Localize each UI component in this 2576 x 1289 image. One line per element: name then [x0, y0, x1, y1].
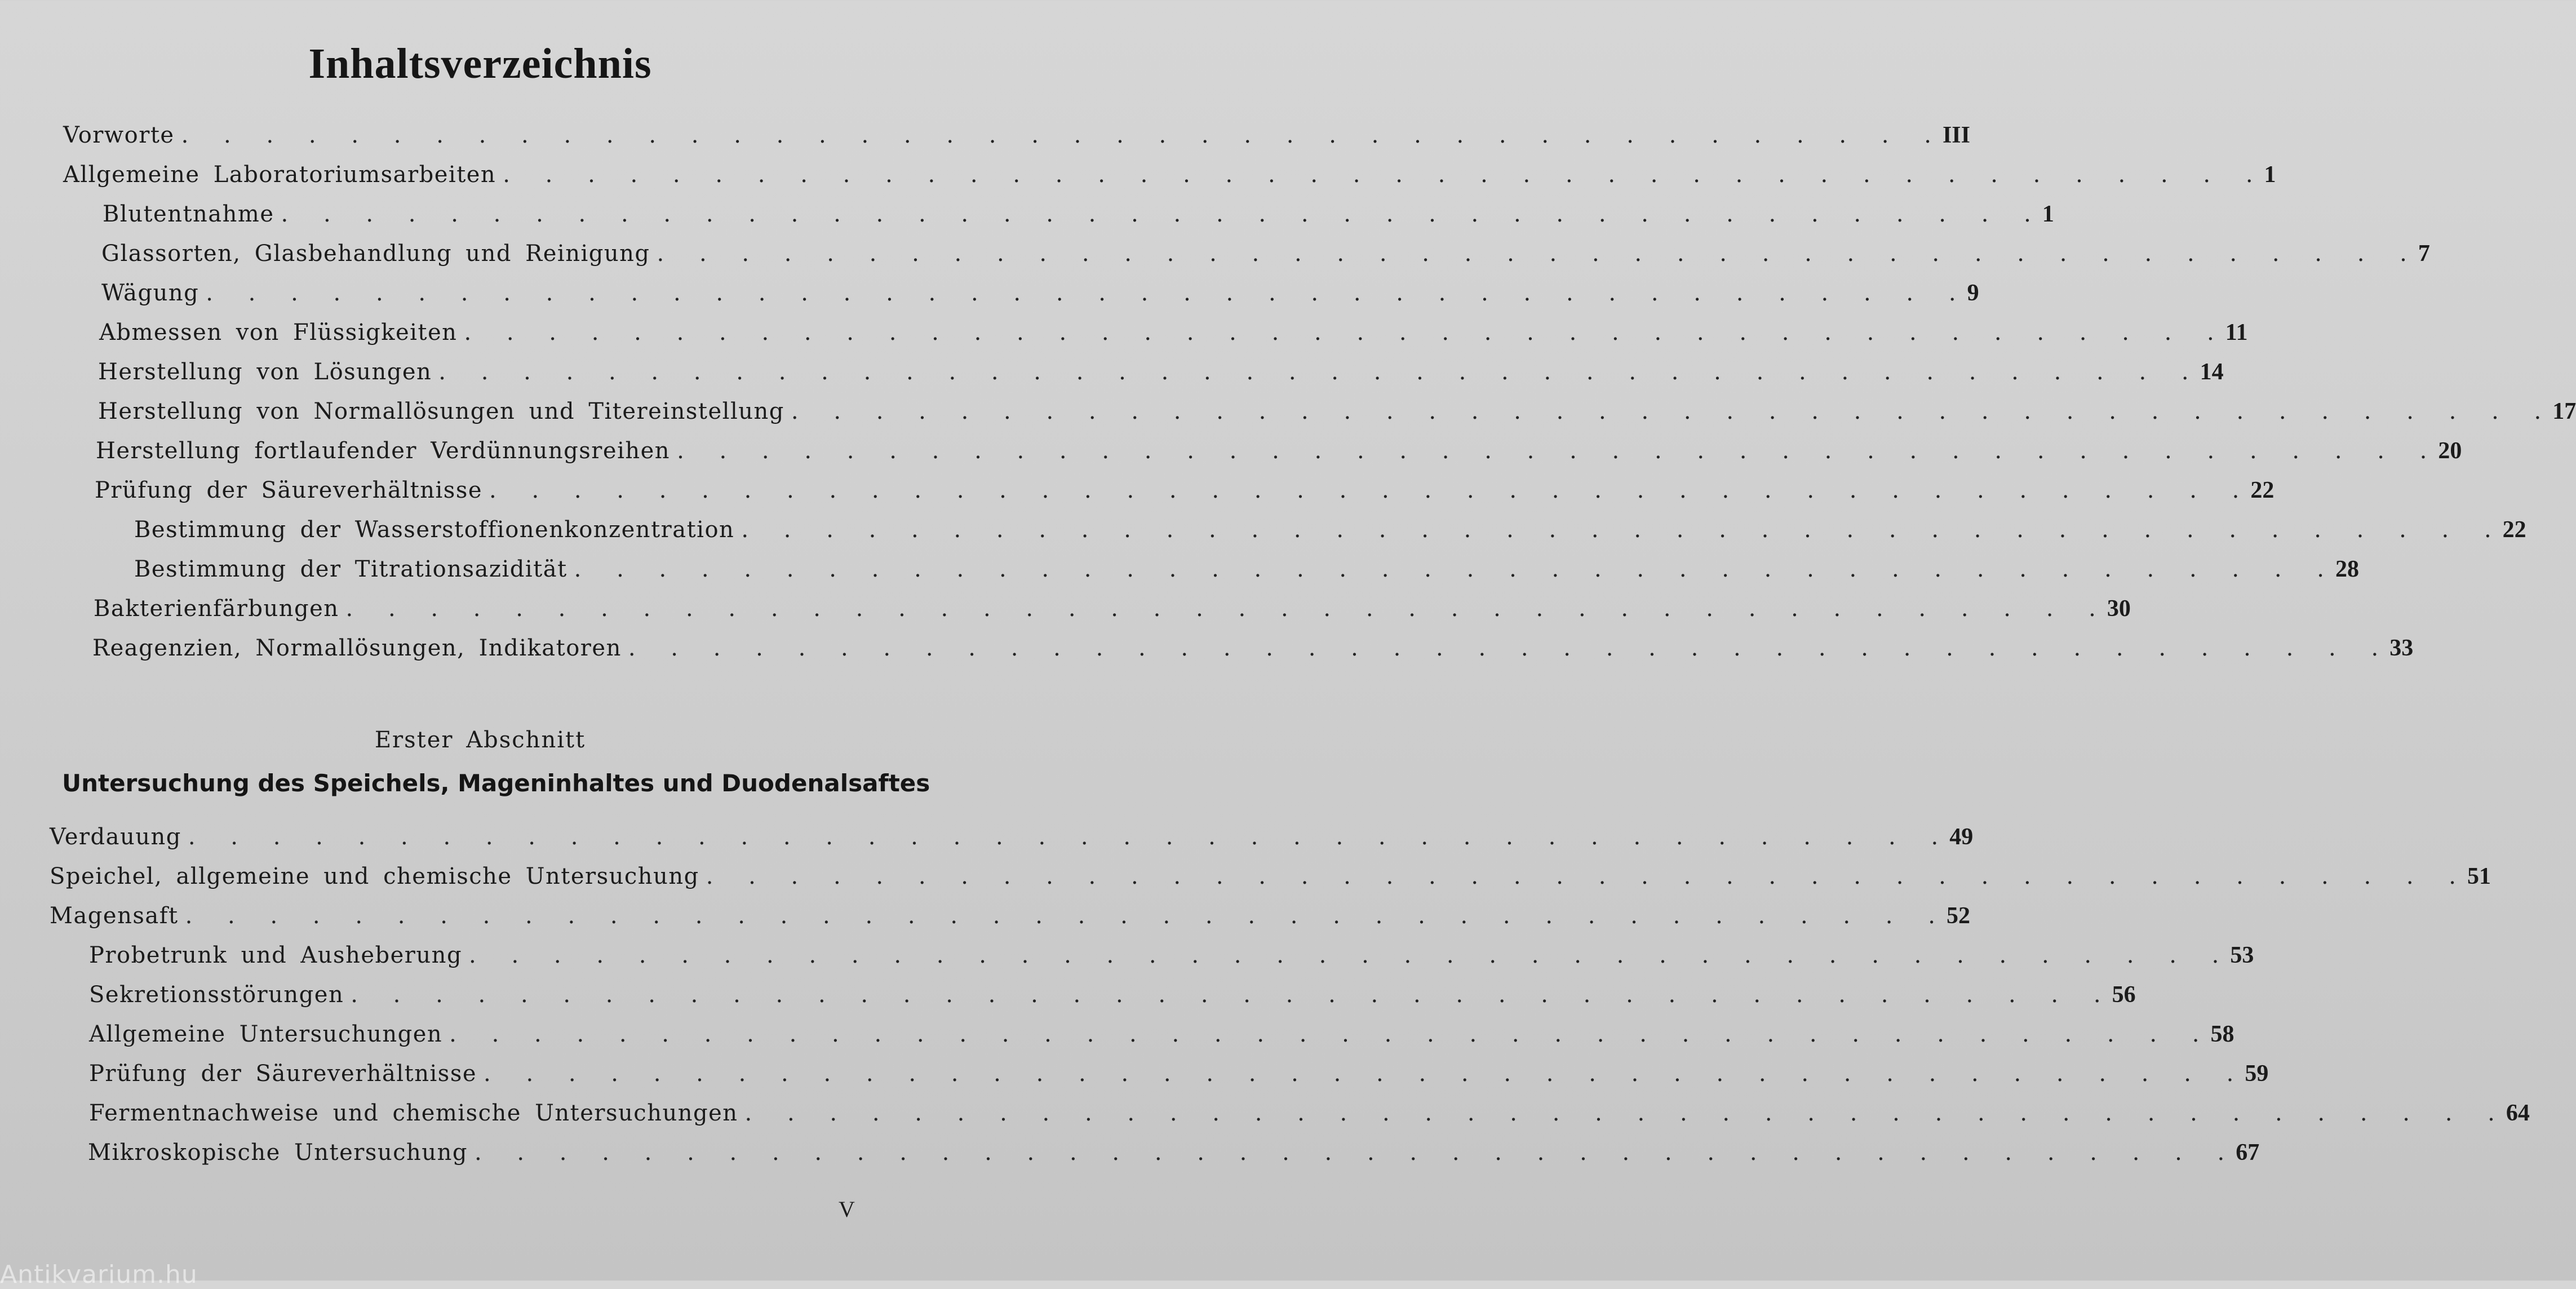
- toc-entry: [89, 936, 2254, 969]
- toc-entry-label: Wägung: [101, 280, 199, 306]
- toc-entry-page: 11: [2225, 320, 2248, 345]
- toc-entry-page: 17: [2552, 398, 2576, 424]
- toc-entry: [98, 392, 2576, 426]
- toc-entry-label: Probetrunk und Ausheberung: [89, 942, 463, 968]
- section-title: Untersuchung des Speichels, Mageninhaltes und Duodenalsaftes: [62, 769, 930, 797]
- toc-entry-page: 33: [2389, 635, 2414, 661]
- leader-dots: . . . . . . . . . . . . . . . . . . . . . . . . . . . . . . . . . . . . . . . . . .: [345, 596, 2107, 622]
- toc-entry: [98, 352, 2224, 386]
- toc-entry-page: 20: [2438, 438, 2462, 464]
- toc-entry-page: III: [1942, 122, 1970, 148]
- leader-dots: . . . . . . . . . . . . . . . . . . . . . . . . . . . . . . . . . . . . . . . . . .: [281, 201, 2042, 227]
- toc-entry-label: Bakterienfärbungen: [94, 596, 339, 622]
- leader-dots: . . . . . . . . . . . . . . . . . . . . . . . . . . . . . . . . . . . . . . . . . .: [206, 280, 1967, 306]
- toc-entry-page: 7: [2418, 241, 2430, 267]
- toc-entry-page: 28: [2335, 556, 2359, 582]
- toc-entry-label: Prüfung der Säureverhältnisse: [95, 477, 483, 503]
- toc-entry-page: 1: [2264, 162, 2276, 188]
- toc-entry-page: 9: [1967, 280, 1979, 306]
- toc-entry: [99, 313, 2248, 347]
- toc-entry: [89, 1093, 2530, 1127]
- toc-entry-label: Verdauung: [50, 824, 181, 850]
- toc-entry-page: 64: [2506, 1100, 2530, 1126]
- toc-entry: [88, 1133, 2260, 1167]
- toc-entry: [89, 1015, 2234, 1048]
- toc-entry-label: Abmessen von Flüssigkeiten: [99, 320, 458, 345]
- leader-dots: . . . . . . . . . . . . . . . . . . . . . . . . . . . . . . . . . . . . . . . . . .: [469, 942, 2231, 968]
- toc-entry-label: Vorworte: [63, 122, 175, 148]
- toc-entry-page: 1: [2042, 201, 2054, 227]
- leader-dots: . . . . . . . . . . . . . . . . . . . . . . . . . . . . . . . . . . . . . . . . . .: [464, 320, 2225, 345]
- leader-dots: . . . . . . . . . . . . . . . . . . . . . . . . . . . . . . . . . . . . . . . . . .: [484, 1061, 2245, 1087]
- leader-dots: . . . . . . . . . . . . . . . . . . . . . . . . . . . . . . . . . . . . . . . . . .: [438, 359, 2200, 385]
- leader-dots: . . . . . . . . . . . . . . . . . . . . . . . . . . . . . . . . . . . . . . . . . .: [657, 241, 2418, 267]
- leader-dots: . . . . . . . . . . . . . . . . . . . . . . . . . . . . . . . . . . . . . . . . . .: [791, 398, 2553, 424]
- page-title: Inhaltsverzeichnis: [308, 40, 652, 87]
- leader-dots: . . . . . . . . . . . . . . . . . . . . . . . . . . . . . . . . . . . . . . . . . .: [503, 162, 2264, 188]
- toc-entry-label: Reagenzien, Normallösungen, Indikatoren: [92, 635, 622, 661]
- toc-entry-page: 22: [2250, 477, 2274, 503]
- toc-entry: [95, 471, 2274, 504]
- toc-entry-page: 51: [2467, 863, 2491, 889]
- toc-entry-label: Blutentnahme: [103, 201, 274, 227]
- leader-dots: . . . . . . . . . . . . . . . . . . . . . . . . . . . . . . . . . . . . . . . . . .: [628, 635, 2390, 661]
- toc-entry: [89, 975, 2136, 1009]
- toc-entry: [89, 1054, 2269, 1088]
- toc-entry-page: 56: [2112, 982, 2136, 1008]
- toc-entry-label: Mikroskopische Untersuchung: [88, 1140, 468, 1166]
- section-label: Erster Abschnitt: [374, 727, 586, 753]
- toc-entry-label: Allgemeine Untersuchungen: [89, 1021, 443, 1047]
- toc-entry-page: 52: [1946, 903, 1970, 929]
- toc-entry: [134, 510, 2526, 544]
- toc-entry-label: Glassorten, Glasbehandlung und Reinigung: [101, 241, 650, 267]
- leader-dots: . . . . . . . . . . . . . . . . . . . . . . . . . . . . . . . . . . . . . . . . . .: [351, 982, 2112, 1008]
- toc-entry: [50, 857, 2491, 891]
- leader-dots: . . . . . . . . . . . . . . . . . . . . . . . . . . . . . . . . . . . . . . . . . .: [706, 863, 2468, 889]
- toc-entry-label: Herstellung von Lösungen: [98, 359, 432, 385]
- leader-dots: . . . . . . . . . . . . . . . . . . . . . . . . . . . . . . . . . . . . . . . . . .: [188, 824, 1950, 850]
- toc-entry: [101, 234, 2430, 268]
- toc-entry-page: 58: [2210, 1021, 2234, 1047]
- leader-dots: . . . . . . . . . . . . . . . . . . . . . . . . . . . . . . . . . . . . . . . . . .: [185, 903, 1947, 929]
- toc-entry: [63, 155, 2276, 189]
- toc-entry: [96, 431, 2462, 465]
- toc-entry-page: 59: [2245, 1061, 2269, 1087]
- leader-dots: . . . . . . . . . . . . . . . . . . . . . . . . . . . . . . . . . . . . . . . . . .: [744, 1100, 2506, 1126]
- leader-dots: . . . . . . . . . . . . . . . . . . . . . . . . . . . . . . . . . . . . . . . . . .: [449, 1021, 2211, 1047]
- leader-dots: . . . . . . . . . . . . . . . . . . . . . . . . . . . . . . . . . . . . . . . . . .: [741, 517, 2503, 543]
- toc-entry-page: 49: [1949, 824, 1974, 850]
- toc-entry-page: 53: [2230, 942, 2254, 968]
- toc-entry: [134, 550, 2359, 583]
- leader-dots: . . . . . . . . . . . . . . . . . . . . . . . . . . . . . . . . . . . . . . . . . .: [489, 477, 2251, 503]
- toc-entry: [63, 116, 1970, 149]
- toc-entry-label: Herstellung fortlaufender Verdünnungsreihen: [96, 438, 671, 464]
- toc-entry: [50, 817, 1974, 851]
- toc-entry: [103, 194, 2054, 228]
- toc-entry: [101, 273, 1979, 307]
- toc-entry-label: Bestimmung der Wasserstoffionenkonzentration: [134, 517, 735, 543]
- toc-entry-label: Allgemeine Laboratoriumsarbeiten: [63, 162, 496, 188]
- toc-entry-label: Speichel, allgemeine und chemische Untersuchung: [50, 863, 699, 889]
- toc-entry-page: 14: [2200, 359, 2224, 385]
- toc-entry-label: Bestimmung der Titrationsazidität: [134, 556, 567, 582]
- toc-entry: [92, 628, 2414, 662]
- watermark: Antikvarium.hu: [0, 1260, 198, 1289]
- toc-entry-page: 67: [2236, 1140, 2260, 1166]
- leader-dots: . . . . . . . . . . . . . . . . . . . . . . . . . . . . . . . . . . . . . . . . . .: [677, 438, 2438, 464]
- toc-entry: [94, 589, 2131, 623]
- leader-dots: . . . . . . . . . . . . . . . . . . . . . . . . . . . . . . . . . . . . . . . . . .: [474, 1140, 2236, 1166]
- toc-entry-label: Prüfung der Säureverhältnisse: [89, 1061, 477, 1087]
- page-folio: V: [839, 1197, 855, 1222]
- toc-entry-label: Fermentnachweise und chemische Untersuchungen: [89, 1100, 738, 1126]
- toc-entry-label: Sekretionsstörungen: [89, 982, 344, 1008]
- toc-entry-page: 22: [2502, 517, 2526, 543]
- leader-dots: . . . . . . . . . . . . . . . . . . . . . . . . . . . . . . . . . . . . . . . . . .: [181, 122, 1943, 148]
- toc-entry-label: Herstellung von Normallösungen und Titereinstellung: [98, 398, 784, 424]
- toc-entry-label: Magensaft: [50, 903, 179, 929]
- toc-entry-page: 30: [2107, 596, 2131, 622]
- leader-dots: . . . . . . . . . . . . . . . . . . . . . . . . . . . . . . . . . . . . . . . . . .: [574, 556, 2335, 582]
- toc-entry: [50, 896, 1970, 930]
